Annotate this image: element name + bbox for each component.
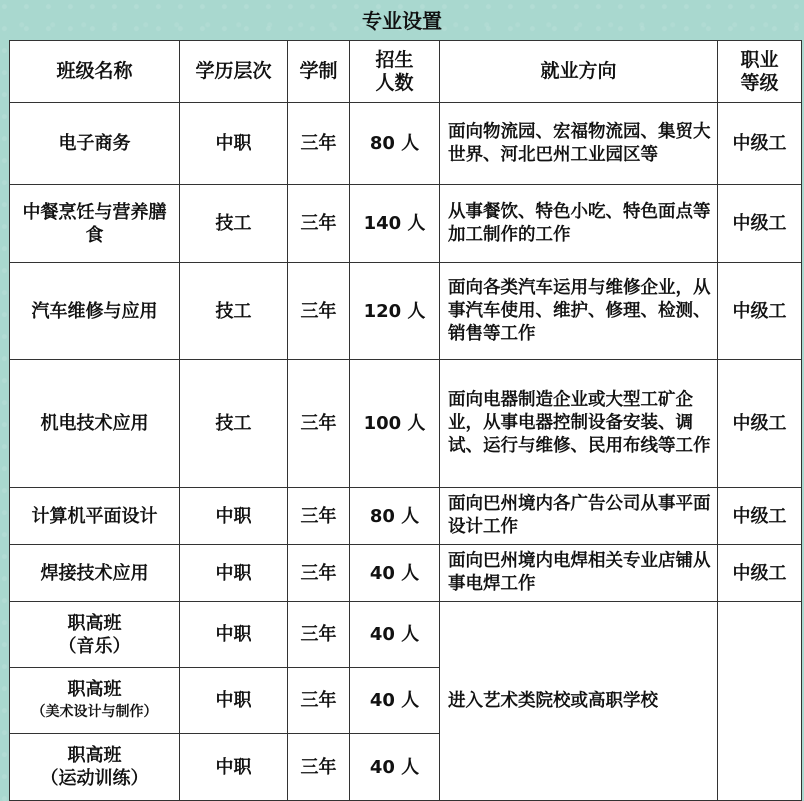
- header-grade-line1: 职业: [740, 48, 779, 71]
- cell-name: 电子商务: [10, 103, 180, 185]
- cell-enroll: 120 人: [350, 263, 440, 360]
- header-grade-line2: 等级: [740, 71, 779, 94]
- table-row: [10, 263, 802, 360]
- cell-name-line2: （运动训练）: [40, 768, 149, 789]
- page-title: 专业设置: [362, 9, 442, 33]
- header-enroll-line1: 招生: [375, 48, 414, 71]
- cell-duration: 三年: [288, 734, 350, 801]
- table-row: [10, 602, 802, 668]
- cell-name: [10, 734, 180, 801]
- cell-name-line1: 职高班: [67, 612, 122, 634]
- cell-level: 技工: [180, 360, 288, 488]
- cell-name-line1: 职高班: [67, 745, 122, 766]
- cell-name-line2: （美术设计与制作）: [31, 703, 158, 720]
- cell-name: 汽车维修与应用: [10, 263, 180, 360]
- header-level: 学历层次: [180, 41, 288, 103]
- cell-name-line1: 职高班: [67, 678, 122, 700]
- cell-name: 中餐烹饪与营养膳食: [10, 185, 180, 263]
- cell-enroll: 140 人: [350, 185, 440, 263]
- cell-duration: 三年: [288, 668, 350, 734]
- cell-enroll: 40 人: [350, 602, 440, 668]
- cell-grade: 中级工: [718, 360, 802, 488]
- header-direction: 就业方向: [440, 41, 718, 103]
- cell-duration: 三年: [288, 185, 350, 263]
- cell-enroll: 40 人: [350, 734, 440, 801]
- cell-level: 中职: [180, 734, 288, 801]
- header-grade: [718, 41, 802, 103]
- cell-name: [10, 602, 180, 668]
- cell-level: 中职: [180, 602, 288, 668]
- cell-duration: 三年: [288, 360, 350, 488]
- cell-duration: 三年: [288, 263, 350, 360]
- cell-grade: 中级工: [718, 545, 802, 602]
- cell-direction: 面向巴州境内电焊相关专业店铺从事电焊工作: [440, 545, 718, 602]
- program-table: [9, 40, 802, 801]
- cell-enroll: 80 人: [350, 103, 440, 185]
- table-row: [10, 185, 802, 263]
- header-row: [10, 41, 802, 103]
- table-row: [10, 488, 802, 545]
- cell-name: 机电技术应用: [10, 360, 180, 488]
- table-row: [10, 360, 802, 488]
- cell-duration: 三年: [288, 545, 350, 602]
- cell-name: 焊接技术应用: [10, 545, 180, 602]
- cell-level: 中职: [180, 668, 288, 734]
- cell-grade: 中级工: [718, 488, 802, 545]
- cell-name-line2: （音乐）: [58, 635, 131, 657]
- table-row: [10, 545, 802, 602]
- cell-duration: 三年: [288, 602, 350, 668]
- cell-grade: 中级工: [718, 263, 802, 360]
- cell-level: 技工: [180, 263, 288, 360]
- cell-enroll: 80 人: [350, 488, 440, 545]
- table-row: [10, 103, 802, 185]
- cell-direction: 面向巴州境内各广告公司从事平面设计工作: [440, 488, 718, 545]
- cell-name: 计算机平面设计: [10, 488, 180, 545]
- cell-duration: 三年: [288, 103, 350, 185]
- cell-direction: 面向物流园、宏福物流园、集贸大世界、河北巴州工业园区等: [440, 103, 718, 185]
- header-name: 班级名称: [10, 41, 180, 103]
- cell-level: 中职: [180, 103, 288, 185]
- cell-grade-empty: [718, 602, 802, 801]
- cell-name: [10, 668, 180, 734]
- cell-enroll: 100 人: [350, 360, 440, 488]
- header-enroll: [350, 41, 440, 103]
- cell-grade: 中级工: [718, 103, 802, 185]
- cell-level: 中职: [180, 545, 288, 602]
- cell-level: 技工: [180, 185, 288, 263]
- header-duration: 学制: [288, 41, 350, 103]
- cell-enroll: 40 人: [350, 545, 440, 602]
- cell-level: 中职: [180, 488, 288, 545]
- cell-direction: 面向各类汽车运用与维修企业，从事汽车使用、维护、修理、检测、销售等工作: [440, 263, 718, 360]
- cell-enroll: 40 人: [350, 668, 440, 734]
- cell-direction: 面向电器制造企业或大型工矿企业，从事电器控制设备安装、调试、运行与维修、民用布线等工作: [440, 360, 718, 488]
- cell-duration: 三年: [288, 488, 350, 545]
- cell-grade: 中级工: [718, 185, 802, 263]
- cell-direction: 从事餐饮、特色小吃、特色面点等加工制作的工作: [440, 185, 718, 263]
- header-enroll-line2: 人数: [375, 71, 414, 94]
- cell-direction-shared: 进入艺术类院校或高职学校: [440, 602, 718, 801]
